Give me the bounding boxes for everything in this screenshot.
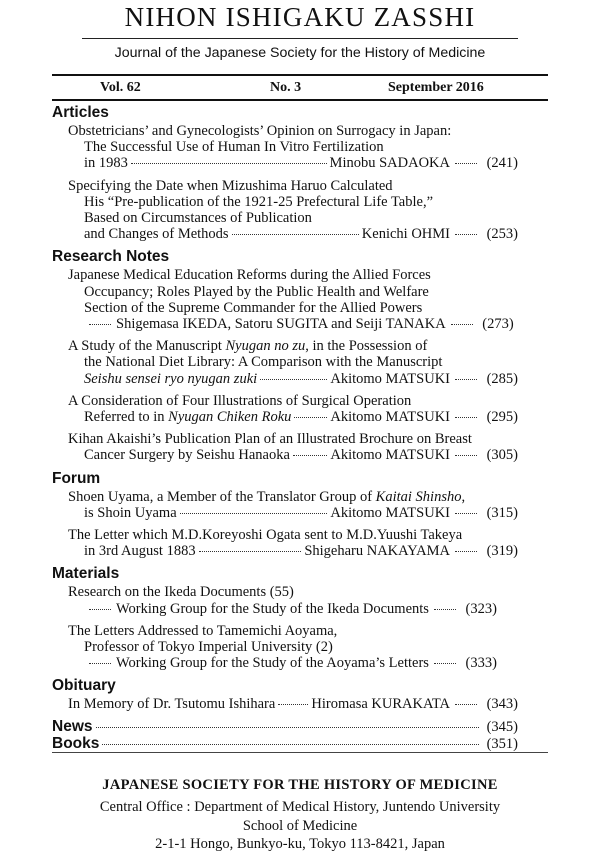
section-heading: Materials — [52, 565, 120, 583]
entry-page-number: (253) — [486, 226, 518, 243]
entry-author: Akitomo MATSUKI — [330, 409, 450, 426]
toc-entry[interactable] — [68, 527, 518, 559]
entry-title-line: Shoen Uyama, a Member of the Translator Group of Kaitai Shinsho, — [68, 488, 466, 505]
entry-byline — [68, 601, 518, 617]
toc-entry[interactable] — [68, 338, 518, 387]
news-page-number: (345) — [486, 718, 518, 735]
dot-leader — [294, 417, 327, 418]
entry-title-line: The Letter which M.D.Koreyoshi Ogata sent to M.D.Yuushi Takeya — [68, 527, 463, 544]
entry-page-number: (319) — [486, 543, 518, 560]
dot-leader — [434, 609, 456, 610]
entry-page-number: (333) — [465, 655, 497, 672]
toc-entry[interactable] — [68, 696, 518, 712]
section-heading: Articles — [52, 104, 109, 121]
issue-info-bar — [52, 79, 548, 97]
entry-author: Akitomo MATSUKI — [330, 504, 450, 521]
footer-rule — [52, 752, 548, 753]
office-line-1: Central Office : Department of Medical History, Juntendo University — [99, 799, 501, 815]
entry-author: Minobu SADAOKA — [329, 155, 450, 172]
toc-entry[interactable] — [68, 431, 518, 463]
toc-entry[interactable] — [68, 623, 518, 672]
dot-leader — [455, 704, 477, 705]
dot-leader — [455, 513, 477, 514]
entry-author: Shigemasa IKEDA, Satoru SUGITA and Seiji TANAKA — [116, 316, 446, 333]
dot-leader — [455, 379, 477, 380]
entry-title-line: A Study of the Manuscript Nyugan no zu, in the Possession of — [68, 338, 428, 355]
entry-author: Working Group for the Study of the Ikeda Documents — [116, 600, 429, 617]
dot-leader — [131, 163, 327, 164]
entry-title-line: and Changes of Methods — [84, 226, 229, 243]
entry-title-line: Professor of Tokyo Imperial University (2) — [84, 639, 333, 656]
entry-author: Hiromasa KURAKATA — [311, 696, 450, 713]
date-label: September 2016 — [388, 80, 484, 95]
entry-byline — [68, 447, 518, 463]
entry-byline — [68, 505, 518, 521]
section-heading: Obituary — [52, 677, 116, 695]
section-heading: Forum — [52, 469, 101, 487]
dot-leader — [455, 551, 477, 552]
entry-page-number: (323) — [465, 600, 497, 617]
issue-rule-bottom — [52, 99, 548, 101]
section-heading: Research Notes — [52, 248, 170, 266]
journal-title: NIHON ISHIGAKU ZASSHI — [124, 2, 476, 32]
volume-label: Vol. 62 — [100, 80, 141, 95]
dot-leader — [455, 234, 477, 235]
entry-author: Akitomo MATSUKI — [330, 447, 450, 464]
society-address: 2-1-1 Hongo, Bunkyo-ku, Tokyo 113-8421, Japan — [155, 836, 445, 852]
toc-entry[interactable] — [68, 489, 518, 521]
entry-title-line: A Consideration of Four Illustrations of Surgical Operation — [68, 392, 412, 409]
entry-title-line: Cancer Surgery by Seishu Hanaoka — [84, 447, 290, 464]
entry-title-line: is Shoin Uyama — [84, 504, 177, 521]
dot-leader — [102, 744, 479, 745]
entry-title-line: Seishu sensei ryo nyugan zuki — [84, 370, 258, 387]
entry-title-line: Specifying the Date when Mizushima Haruo Calculated — [68, 177, 393, 194]
entry-page-number: (241) — [486, 155, 518, 172]
news-row[interactable] — [52, 719, 518, 735]
dot-leader — [455, 417, 477, 418]
dot-leader — [455, 163, 477, 164]
entry-title-line: His “Pre-publication of the 1921-25 Prefectural Life Table,” — [84, 193, 434, 210]
title-rule — [82, 38, 518, 39]
entry-title-line: the National Diet Library: A Comparison with the Manuscript — [84, 354, 443, 371]
table-of-contents — [52, 102, 518, 752]
dot-leader — [451, 324, 473, 325]
entry-title-line: Obstetricians’ and Gynecologists’ Opinion on Surrogacy in Japan: — [68, 123, 452, 139]
entry-page-number: (343) — [486, 696, 518, 713]
entry-author: Kenichi OHMI — [361, 226, 450, 243]
entry-page-number: (295) — [486, 409, 518, 426]
entry-title-line: Occupancy; Roles Played by the Public Health and Welfare — [84, 283, 429, 300]
toc-entry[interactable] — [68, 123, 518, 172]
entry-page-number: (273) — [482, 316, 514, 333]
entry-title-line: In Memory of Dr. Tsutomu Ishihara — [68, 696, 276, 713]
entry-byline — [68, 155, 518, 171]
entry-page-number: (315) — [486, 504, 518, 521]
toc-entry[interactable] — [68, 393, 518, 425]
entry-page-number: (305) — [486, 447, 518, 464]
entry-byline — [68, 371, 518, 387]
dot-leader — [89, 324, 111, 325]
news-label: News — [52, 717, 93, 735]
entry-byline — [68, 543, 518, 559]
books-page-number: (351) — [486, 735, 518, 752]
entry-title-line: Based on Circumstances of Publication — [84, 210, 312, 227]
office-line-2: School of Medicine — [242, 818, 358, 834]
toc-entry[interactable] — [68, 178, 518, 243]
entry-title-line: Kihan Akaishi’s Publication Plan of an Illustrated Brochure on Breast — [68, 431, 472, 448]
society-name: JAPANESE SOCIETY FOR THE HISTORY OF MEDICINE — [102, 777, 498, 793]
dot-leader — [180, 513, 328, 514]
toc-entry[interactable] — [68, 584, 518, 616]
dot-leader — [434, 663, 456, 664]
entry-title-line: in 1983 — [84, 155, 128, 172]
entry-title-line: in 3rd August 1883 — [84, 543, 196, 560]
entry-author: Working Group for the Study of the Aoyama’s Letters — [116, 655, 429, 672]
entry-title-line: Referred to in Nyugan Chiken Roku — [84, 409, 292, 426]
dot-leader — [293, 455, 327, 456]
issue-rule-top — [52, 74, 548, 76]
entry-byline — [68, 655, 518, 671]
entry-title-line: The Letters Addressed to Tamemichi Aoyama, — [68, 622, 338, 639]
entry-byline — [68, 316, 518, 332]
dot-leader — [96, 727, 480, 728]
dot-leader — [199, 551, 302, 552]
dot-leader — [89, 609, 111, 610]
entry-byline — [68, 409, 518, 425]
books-row[interactable] — [52, 736, 518, 752]
journal-subtitle: Journal of the Japanese Society for the History of Medicine — [114, 45, 486, 61]
books-label: Books — [52, 734, 100, 752]
entry-title-line: The Successful Use of Human In Vitro Fertilization — [84, 139, 384, 156]
toc-entry[interactable] — [68, 267, 518, 332]
entry-title-line: Section of the Supreme Commander for the Allied Powers — [84, 299, 423, 316]
dot-leader — [89, 663, 111, 664]
entry-title-line: Japanese Medical Education Reforms during the Allied Forces — [68, 267, 431, 284]
dot-leader — [455, 455, 477, 456]
dot-leader — [278, 704, 308, 705]
entry-title-line: Research on the Ikeda Documents (55) — [68, 584, 294, 601]
number-label: No. 3 — [270, 80, 302, 95]
entry-byline — [68, 696, 518, 712]
dot-leader — [260, 379, 327, 380]
entry-page-number: (285) — [486, 370, 518, 387]
dot-leader — [232, 234, 359, 235]
entry-byline — [68, 226, 518, 242]
entry-author: Shigeharu NAKAYAMA — [304, 543, 450, 560]
entry-author: Akitomo MATSUKI — [330, 370, 450, 387]
